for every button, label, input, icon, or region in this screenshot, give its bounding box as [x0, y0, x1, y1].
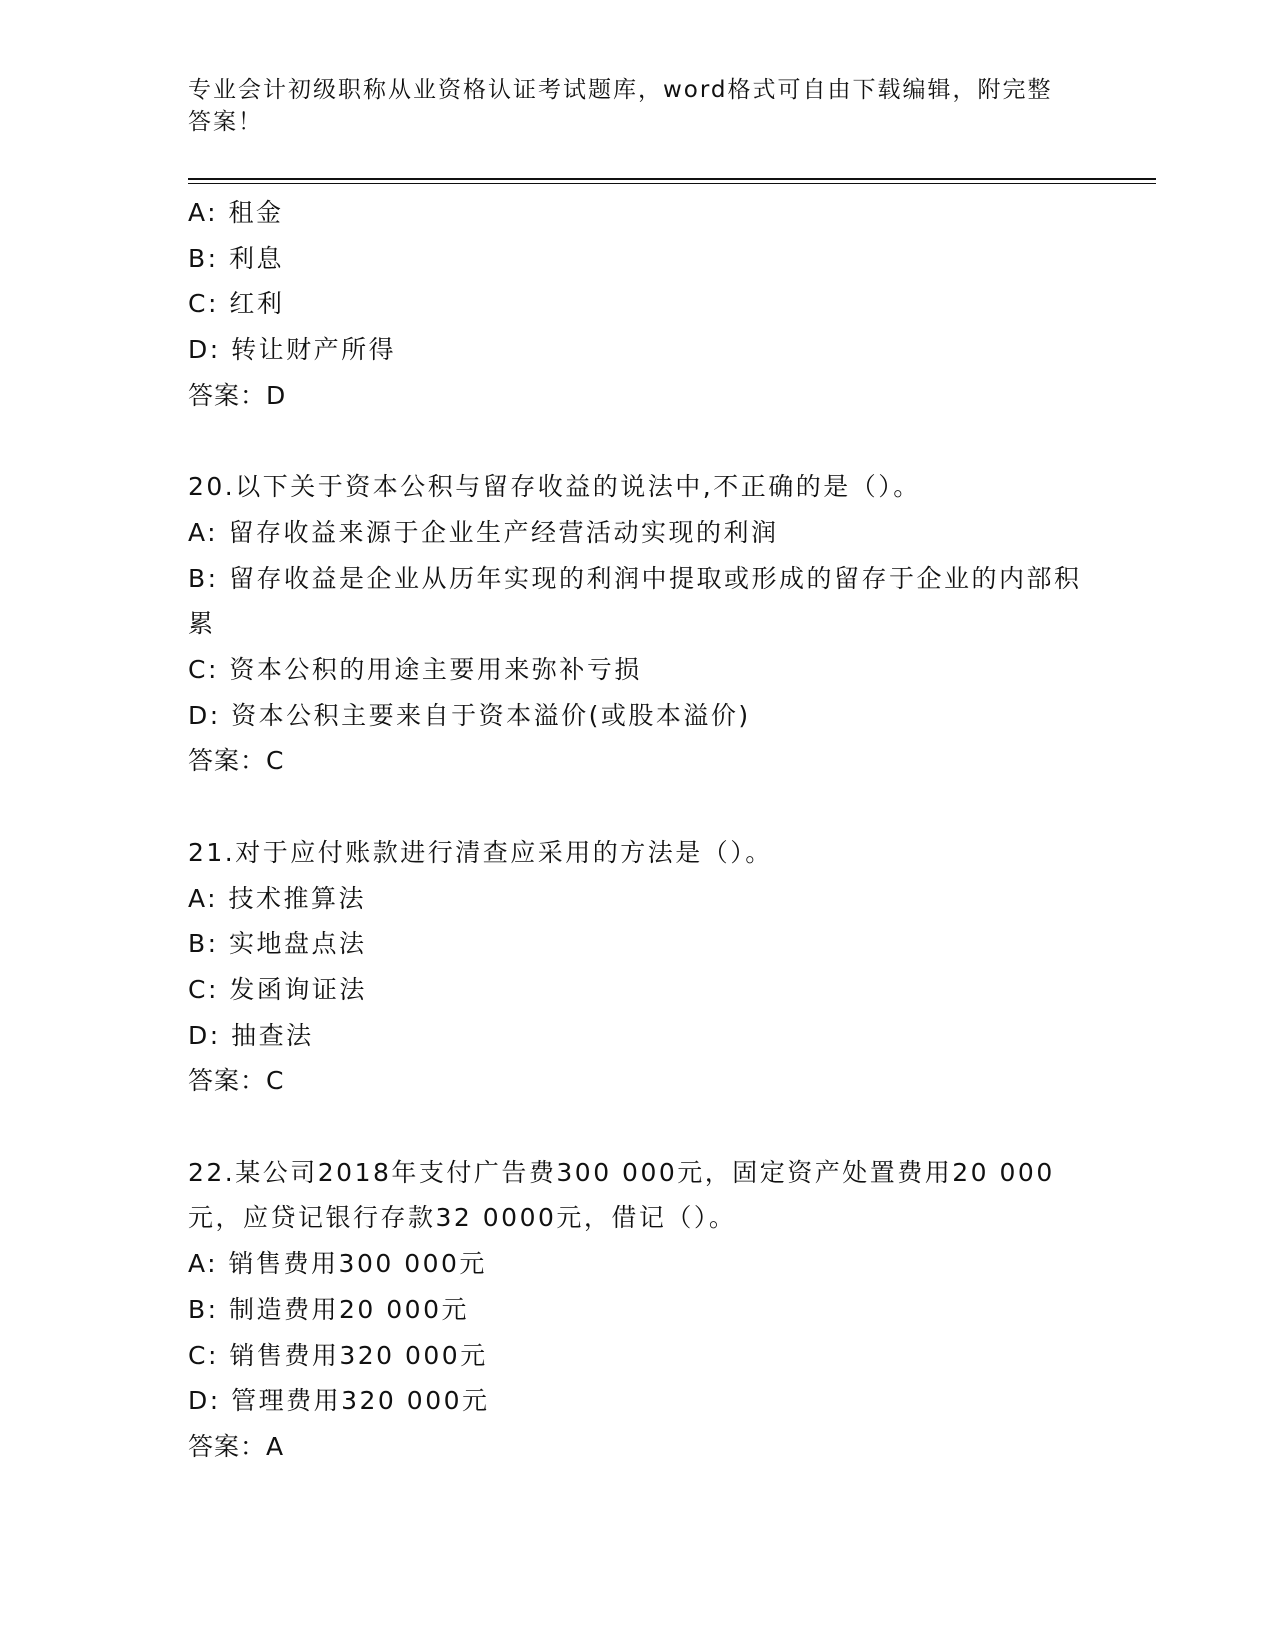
option-c: C: 销售费用320 000元: [188, 1340, 488, 1370]
spacer: [188, 1104, 1088, 1150]
option-c: C: 资本公积的用途主要用来弥补亏损: [188, 655, 642, 685]
question-stem: 22.某公司2018年支付广告费300 000元，固定资产处置费用20 000元，应贷记银行存款32 0000元，借记（）。: [188, 1157, 1055, 1233]
question-20: [188, 464, 1088, 784]
option-c: C: 发函询证法: [188, 974, 367, 1004]
option-d: D: 抽查法: [188, 1020, 314, 1050]
option-c: C: 红利: [188, 289, 285, 319]
option-b: B: 留存收益是企业从历年实现的利润中提取或形成的留存于企业的内部积累: [188, 563, 1082, 639]
answer-line: 答案：C: [188, 746, 285, 776]
question-list: [188, 190, 1088, 1470]
question-21: [188, 830, 1088, 1104]
question-stem: 21.对于应付账款进行清查应采用的方法是（）。: [188, 837, 773, 867]
option-a: A: 租金: [188, 198, 284, 227]
option-a: A: 销售费用300 000元: [188, 1249, 487, 1279]
option-d: D: 资本公积主要来自于资本溢价(或股本溢价): [188, 700, 751, 730]
document-header-text: 专业会计初级职称从业资格认证考试题库，word格式可自由下载编辑，附完整答案！: [188, 77, 1053, 135]
answer-line: 答案：C: [188, 1066, 285, 1096]
option-b: B: 利息: [188, 243, 285, 273]
spacer: [188, 419, 1088, 465]
header-rule-thin: [188, 183, 1156, 184]
question-22: [188, 1150, 1088, 1470]
answer-line: 答案：A: [188, 1431, 285, 1461]
option-b: B: 实地盘点法: [188, 929, 367, 959]
header-rule-thick: [188, 178, 1156, 180]
question-stem: 20.以下关于资本公积与留存收益的说法中,不正确的是（）。: [188, 472, 921, 502]
question-19-options: [188, 190, 1088, 419]
option-d: D: 转让财产所得: [188, 335, 397, 365]
option-a: A: 留存收益来源于企业生产经营活动实现的利润: [188, 517, 779, 547]
option-d: D: 管理费用320 000元: [188, 1386, 490, 1416]
spacer: [188, 784, 1088, 830]
answer-line: 答案：D: [188, 380, 287, 410]
option-a: A: 技术推算法: [188, 883, 367, 913]
option-b: B: 制造费用20 000元: [188, 1294, 469, 1324]
